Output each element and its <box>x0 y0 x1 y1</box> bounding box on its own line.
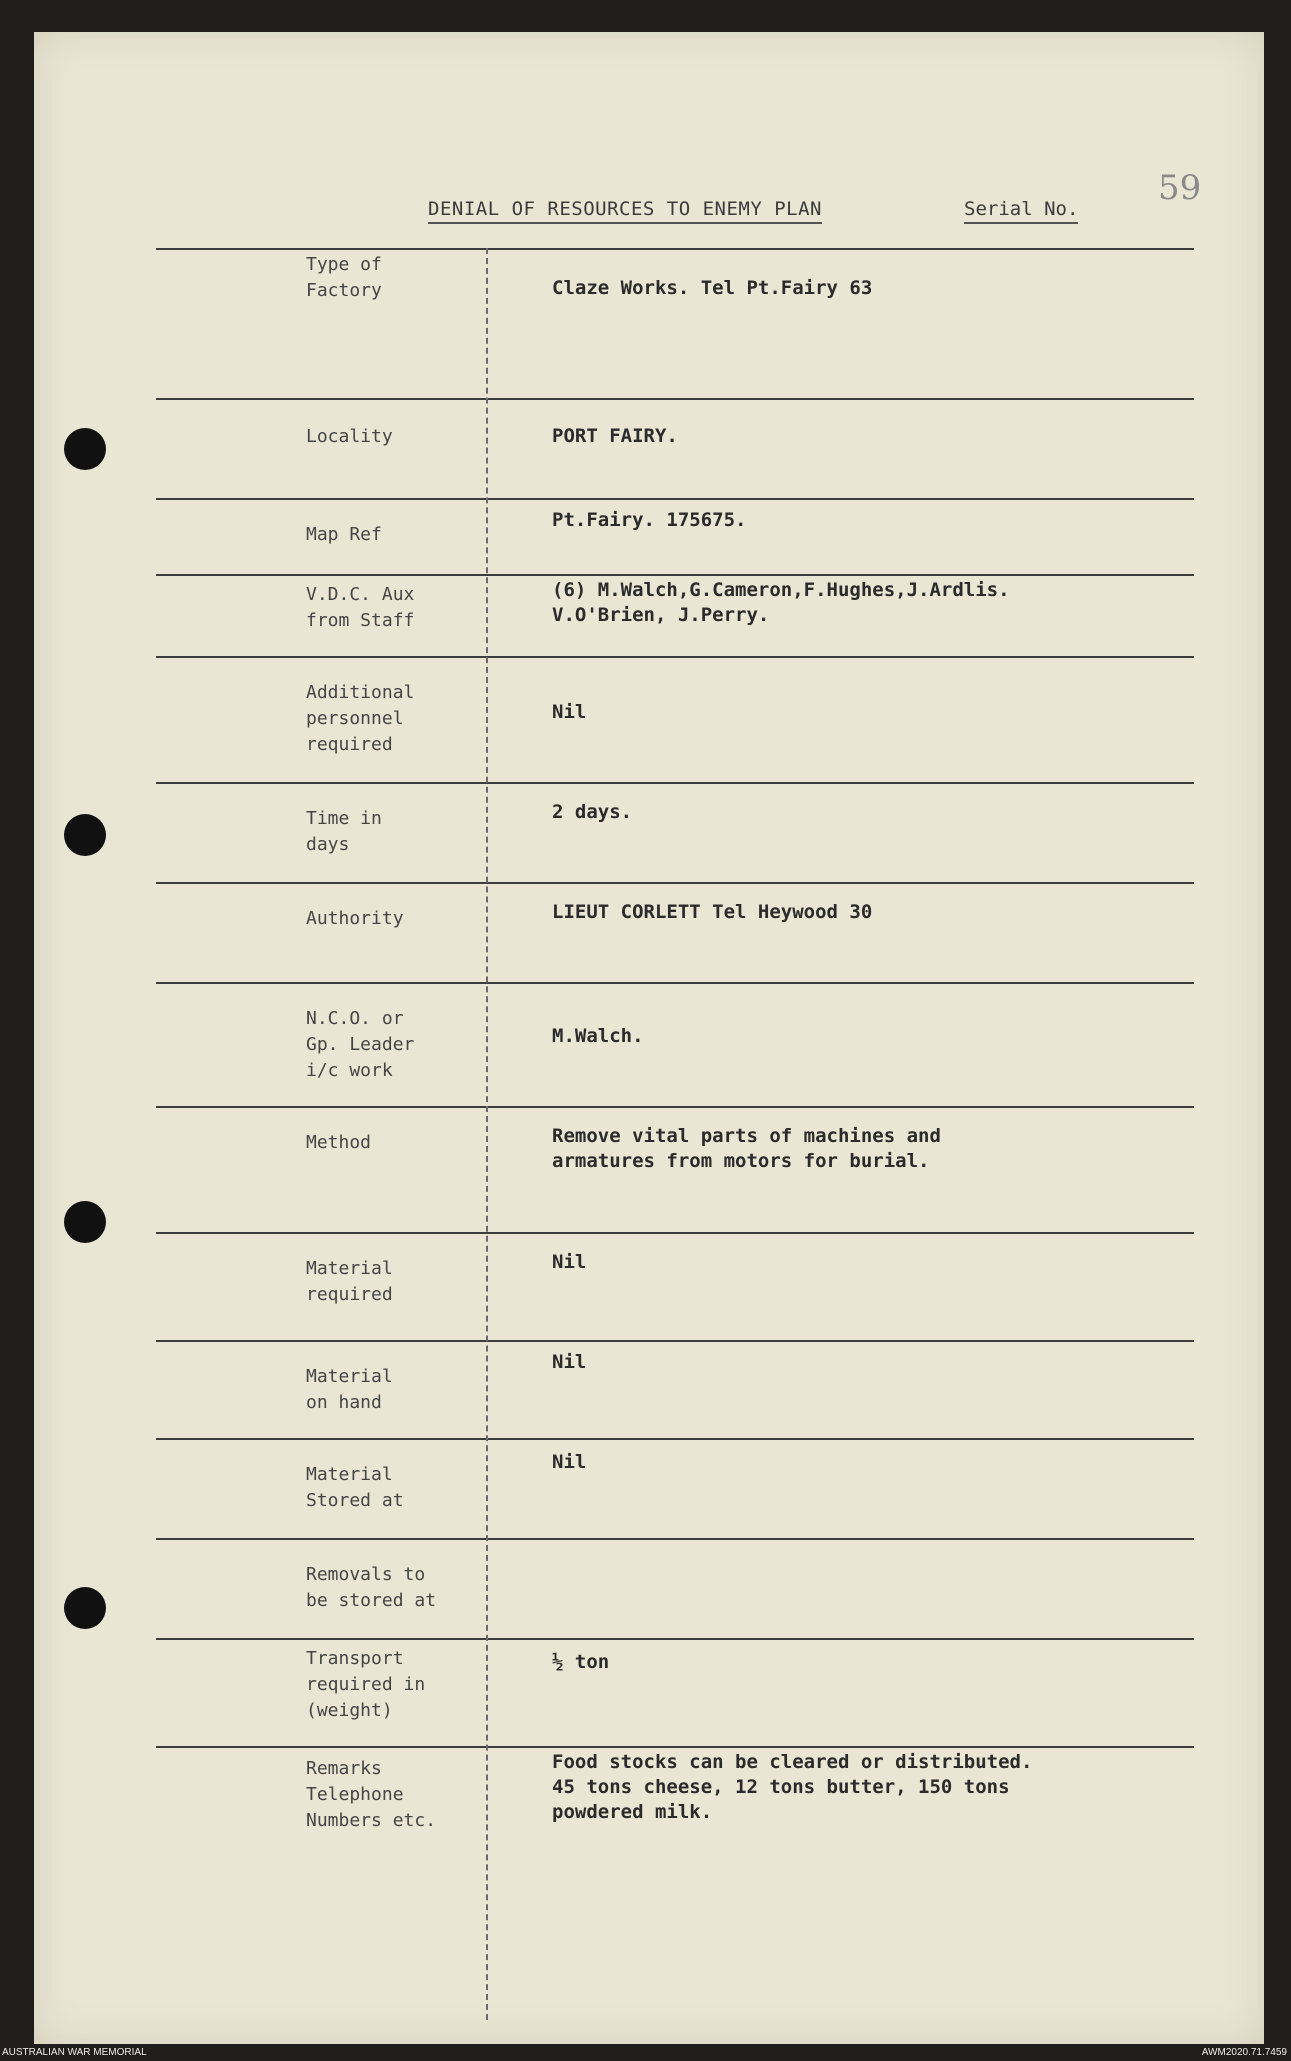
table-rule <box>156 1438 1194 1440</box>
label-locality: Locality <box>306 426 393 447</box>
value-authority: LIEUT CORLETT Tel Heywood 30 <box>552 901 873 923</box>
table-rule <box>156 574 1194 576</box>
table-rule <box>156 1746 1194 1748</box>
label-nco-leader: N.C.O. or Gp. Leader i/c work <box>306 1008 415 1081</box>
footer-accession-number: AWM2020.71.7459 <box>1201 2047 1287 2058</box>
form-title: DENIAL OF RESOURCES TO ENEMY PLAN <box>428 198 822 224</box>
value-remarks: Food stocks can be cleared or distributed. 45 tons cheese, 12 tons butter, 150 tons powdered milk. <box>552 1751 1033 1823</box>
punch-hole <box>64 1587 106 1629</box>
value-map-ref: Pt.Fairy. 175675. <box>552 509 747 531</box>
table-rule <box>156 248 1194 250</box>
value-material-stored-at: Nil <box>552 1451 587 1473</box>
label-additional-personnel: Additional personnel required <box>306 682 415 755</box>
label-vdc-aux: V.D.C. Aux from Staff <box>306 584 415 631</box>
value-additional-personnel: Nil <box>552 701 587 723</box>
label-type-of-factory: Type of Factory <box>306 254 382 301</box>
table-rule <box>156 882 1194 884</box>
footer-archive-name: AUSTRALIAN WAR MEMORIAL <box>2 2047 147 2058</box>
table-rule <box>156 1340 1194 1342</box>
table-rule <box>156 1106 1194 1108</box>
label-material-on-hand: Material on hand <box>306 1366 393 1413</box>
label-transport-weight: Transport required in (weight) <box>306 1648 426 1721</box>
table-rule <box>156 656 1194 658</box>
label-time-in-days: Time in days <box>306 808 382 855</box>
table-rule <box>156 982 1194 984</box>
column-divider <box>486 248 488 2020</box>
punch-hole <box>64 1201 106 1243</box>
value-material-required: Nil <box>552 1251 587 1273</box>
label-method: Method <box>306 1132 372 1153</box>
table-rule <box>156 1232 1194 1234</box>
table-rule <box>156 498 1194 500</box>
table-rule <box>156 398 1194 400</box>
label-remarks: Remarks Telephone Numbers etc. <box>306 1758 437 1831</box>
serial-number-label: Serial No. <box>964 198 1078 224</box>
value-nco-leader: M.Walch. <box>552 1025 644 1047</box>
value-locality: PORT FAIRY. <box>552 425 678 447</box>
table-rule <box>156 1538 1194 1540</box>
value-time-in-days: 2 days. <box>552 801 633 823</box>
label-map-ref: Map Ref <box>306 524 382 545</box>
label-material-stored-at: Material Stored at <box>306 1464 404 1511</box>
label-authority: Authority <box>306 908 404 929</box>
value-type-of-factory: Claze Works. Tel Pt.Fairy 63 <box>552 277 873 299</box>
punch-hole <box>64 814 106 856</box>
value-transport-weight: ½ ton <box>552 1651 610 1673</box>
value-method: Remove vital parts of machines and armatures from motors for burial. <box>552 1125 941 1172</box>
label-material-required: Material required <box>306 1258 393 1305</box>
table-rule <box>156 782 1194 784</box>
page-number: 59 <box>1158 168 1202 208</box>
label-removals-stored-at: Removals to be stored at <box>306 1564 437 1611</box>
value-material-on-hand: Nil <box>552 1351 587 1373</box>
punch-hole <box>64 428 106 470</box>
value-vdc-aux: (6) M.Walch,G.Cameron,F.Hughes,J.Ardlis. V.O'Brien, J.Perry. <box>552 579 1010 626</box>
table-rule <box>156 1638 1194 1640</box>
